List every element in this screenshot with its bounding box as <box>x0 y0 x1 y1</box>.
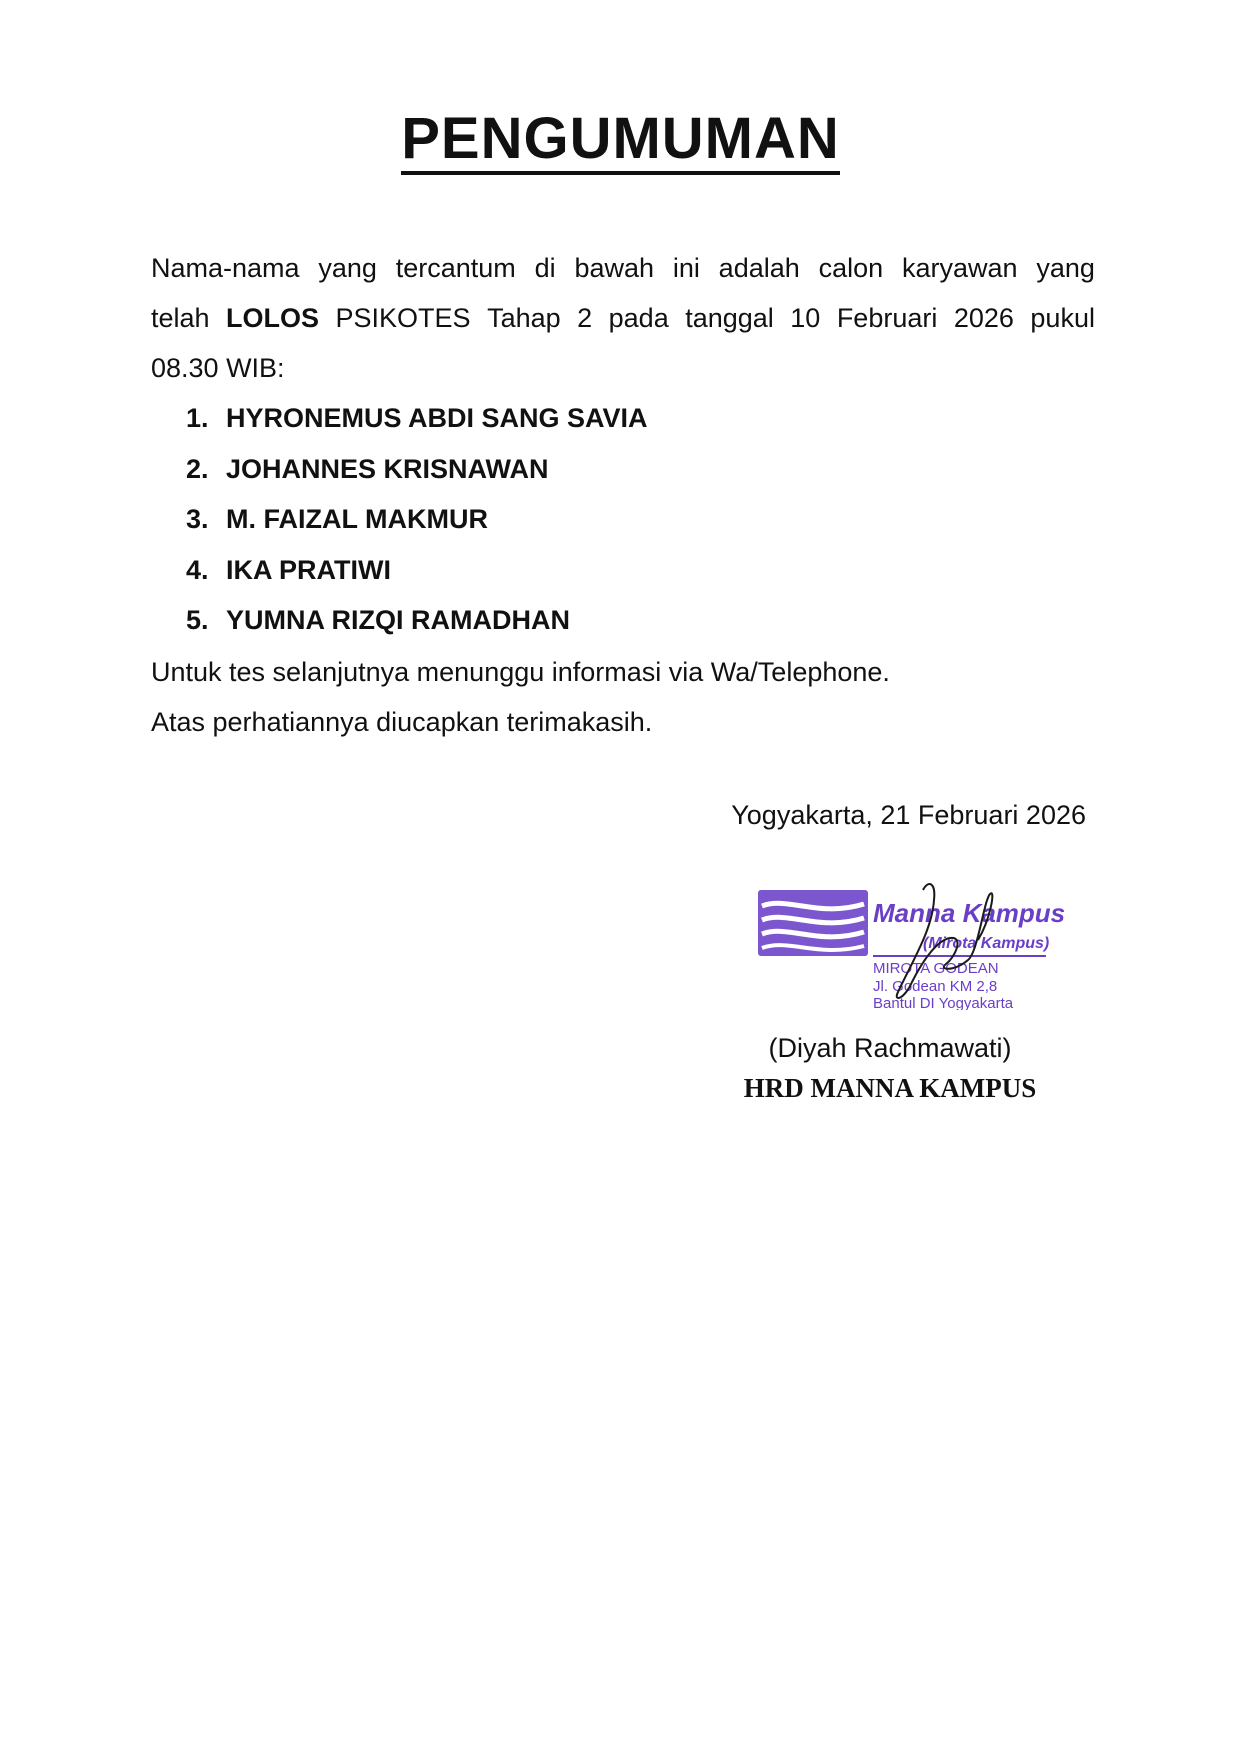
passed-candidates-list <box>186 393 648 646</box>
candidate-name: YUMNA RIZQI RAMADHAN <box>226 605 570 635</box>
intro-word: 2026 <box>953 303 1014 333</box>
intro-paragraph <box>151 243 1095 393</box>
intro-line-1 <box>151 243 1095 293</box>
list-item-number: 1. <box>186 403 209 433</box>
place-date: Yogyakarta, 21 Februari 2026 <box>731 800 1086 830</box>
list-item-number: 5. <box>186 605 209 635</box>
candidate-name: HYRONEMUS ABDI SANG SAVIA <box>226 403 648 433</box>
stamp-sub-brand: (Mirota Kampus) <box>923 935 1050 952</box>
list-item-number: 2. <box>186 453 209 484</box>
intro-word: telah <box>151 303 210 333</box>
wave-logo-icon <box>758 890 868 956</box>
company-stamp <box>728 860 1108 1010</box>
list-item <box>186 545 648 596</box>
list-item <box>186 595 648 646</box>
intro-word: pukul <box>1030 303 1095 333</box>
stamp-address-2: Bantul DI Yogyakarta <box>873 995 1014 1010</box>
lolos-emphasis: LOLOS <box>226 303 320 333</box>
list-item <box>186 444 648 495</box>
closing-line-info: Untuk tes selanjutnya menunggu informasi via Wa/Telephone. <box>151 657 890 687</box>
intro-word: Februari <box>836 303 938 333</box>
document-title-text: PENGUMUMAN <box>401 110 840 175</box>
list-item <box>186 393 648 444</box>
intro-word: adalah <box>718 253 800 283</box>
intro-word: yang <box>1036 253 1095 283</box>
intro-word: calon <box>818 253 884 283</box>
closing-line-thanks: Atas perhatiannya diucapkan terimakasih. <box>151 707 653 737</box>
stamp-branch: MIROTA GODEAN <box>873 960 999 977</box>
intro-line-2 <box>151 293 1095 343</box>
candidate-name: IKA PRATIWI <box>226 554 391 585</box>
list-item <box>186 494 648 545</box>
list-item-number: 4. <box>186 554 209 585</box>
signer-name: (Diyah Rachmawati) <box>768 1033 1012 1063</box>
intro-word: PSIKOTES <box>335 303 471 333</box>
intro-word: Tahap <box>487 303 561 333</box>
intro-word: 10 <box>790 303 821 333</box>
stamp-brand: Manna Kampus <box>873 898 1066 928</box>
intro-word: di <box>534 253 556 283</box>
stamp-address-1: Jl. Godean KM 2,8 <box>873 978 998 995</box>
intro-word: ini <box>672 253 700 283</box>
intro-word: tanggal <box>685 303 774 333</box>
intro-word: yang <box>318 253 377 283</box>
list-item-number: 3. <box>186 504 209 534</box>
candidate-name: JOHANNES KRISNAWAN <box>226 453 549 484</box>
signer-role: HRD MANNA KAMPUS <box>743 1073 1037 1103</box>
document-title <box>0 106 1241 175</box>
intro-word: Nama-nama <box>151 253 300 283</box>
candidate-name: M. FAIZAL MAKMUR <box>226 504 488 534</box>
intro-word: pada <box>608 303 669 333</box>
intro-word: tercantum <box>395 253 516 283</box>
intro-word: karyawan <box>901 253 1018 283</box>
intro-word: bawah <box>574 253 655 283</box>
intro-line-3: 08.30 WIB: <box>151 353 285 383</box>
intro-word: 2 <box>577 303 593 333</box>
